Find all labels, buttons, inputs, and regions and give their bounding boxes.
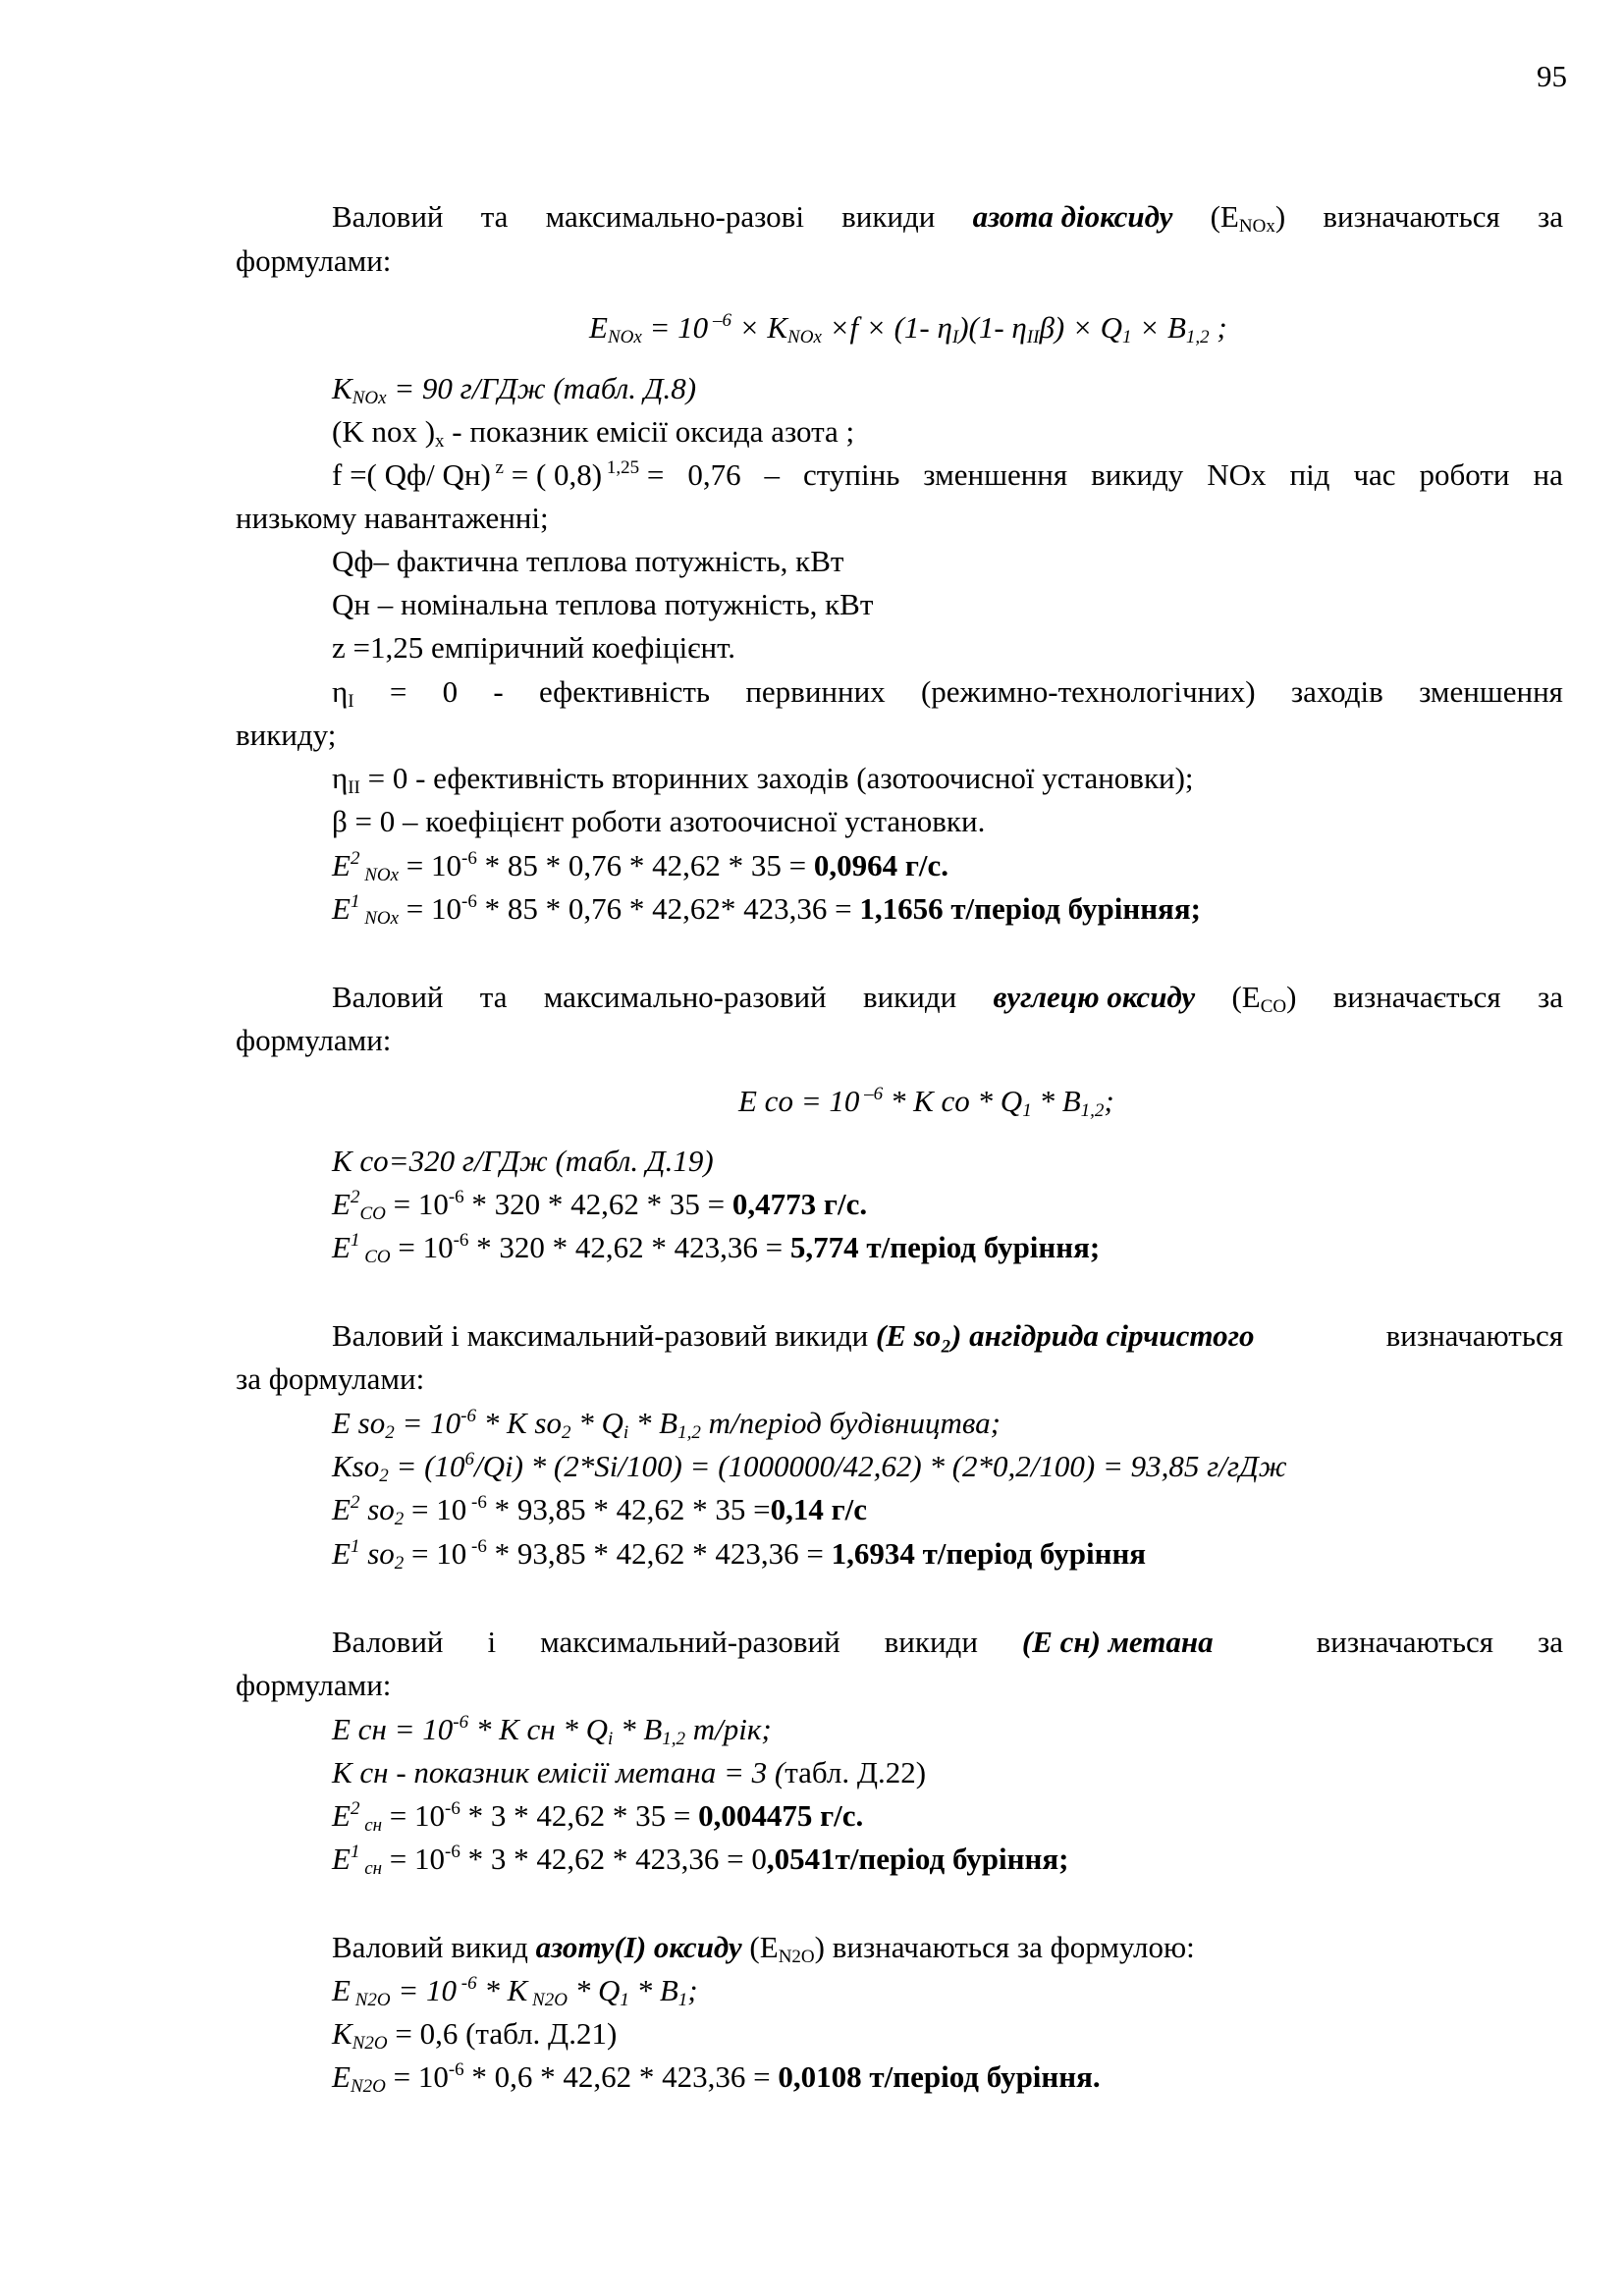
ch-intro-line: Валовий і максимальний-разовий викиди (E cн) метана визначаються за [332,1625,1563,1659]
n2o-e-result: 0,0108 т/період буріння. [778,2059,1101,2094]
n2o-k-line: $K_{N2O} = 0,6$ (табл. Д.21) [332,2016,618,2054]
nox-e2-result: 0,0964 г/с. [813,848,949,882]
n2o-intro-line: Валовий викид азоту(I) оксиду $(E_{N2O})$ визначаються за формулою: [332,1930,1195,1967]
nox-f-line: f =( Qф/ Qн) $^z$ = ( 0,8) $^{1,25}$ = 0,76 – ступінь зменшення викиду NOx під час роботи на [332,457,1563,492]
nox-eta1-line: $\eta_I$ = 0 - ефективність первинних (режимно-технологічних) заходів зменшення [332,674,1563,712]
nox-eta1-line2: викиду; [236,718,337,752]
nox-f-line2: низькому навантаженні; [236,501,549,535]
ch-substance-name: (E cн) метана [1021,1625,1214,1659]
ch-e2-line: $E^2$ $_{cн} = 10^{-6} * 3 * 42,62 * 35 = 0,004475$ г/с. [332,1798,864,1836]
page-number: 95 [1537,59,1567,93]
co-e2-line: $E^2_{CO} = 10^{-6} * 320 * 42,62 * 35 = 0,4773$ г/с. [332,1187,868,1224]
so2-e2-line: $E^2$ $so_2 = 10$ $^{-6}$ * 93,85 * 42,62 * 35 =0,14 г/с [332,1492,868,1529]
nox-z-line: z =1,25 емпіричний коефіцієнт. [332,630,736,665]
nox-k-line: $K_{NOx} = 90$ г/ГДж (табл. Д.8) [332,371,697,408]
so2-e1-line: $E^1$ $so_2 = 10$ $^{-6}$ * 93,85 * 42,62 * 423,36 = 1,6934 т/період буріння [332,1536,1147,1574]
n2o-formula: E $_{N2O}$ = 10 $^{-6}$ * K $_{N2O} * Q_1 * B_1$; [332,1973,698,2010]
co-e1-line: $E^1$ $_{CO} = 10^{-6} * 320 * 42,62 * 423,36 = 5,774$ т/період буріння; [332,1230,1101,1267]
n2o-substance-name: азоту(I) оксиду [535,1930,742,1964]
nox-eta2-line: $\eta_{II} = 0$ - ефективність вторинних заходів (азотоочисної установки); [332,761,1194,798]
co-intro-line: Валовий та максимально-разовий викиди вуглецю оксиду $(E_{CO})$ визначається за [332,980,1563,1017]
ch-k-line: K cн - показник емісії метана = 3 (табл. Д.22) [332,1755,927,1789]
so2-intro-line: Валовий і максимальний-разовий викиди (E so₂) ангідрида сірчистого визначаються [332,1318,1563,1353]
ch-e1-line: $E^1$ $_{cн} = 10^{-6} * 3 * 42,62 * 423,36$ = 0,0541т/період буріння; [332,1842,1069,1879]
nox-e1-result: 1,1656 т/період буріння​я; [859,891,1201,926]
nox-e1-line: $E^1$ $_{NOx} = 10^{-6} * 85 * 0,76 * 42,62*$ 423,36 = 1,1656 т/період буріння​я; [332,891,1201,929]
ch-e2-result: 0,004475 г/с. [698,1798,864,1833]
ch-intro-line2: формулами: [236,1668,392,1702]
so2-formula: E $so_2 = 10^{-6} * K$ $so_2 * Q_i * B_{1,2}$ т/період будівництва; [332,1406,1001,1443]
co-substance-name: вуглецю оксиду [993,980,1196,1014]
so2-k-line: $Kso_2 = (10^6/Qi) * (2*Si/100) = (1000000/42,62) * (2*0,2/100) = 93,85$ г/гДж [332,1449,1287,1486]
nox-intro-line: Валовий та максимально-разові викиди азота діоксиду $(E_{NOx})$ визначаються за [332,199,1563,237]
co-k-line: K co=320 г/ГДж (табл. Д.19) [332,1144,714,1178]
n2o-e-line: $E_{N2O} = 10^{-6} * 0,6 * 42,62 * 423,36 = 0,0108$ т/період буріння. [332,2059,1101,2097]
so2-substance-name: (E so₂) ангідрида сірчистого [875,1318,1255,1353]
so2-e1-result: 1,6934 т/період буріння [831,1536,1147,1571]
nox-beta-line: β = 0 – коефіцієнт роботи азотоочисної установки. [332,804,986,838]
nox-e2-line: $E^2$ $_{NOx} = 10^{-6} * 85 * 0,76 * 42,62 * 35 = 0,0964$ г/с. [332,848,949,885]
co-formula: E co = 10 $^{-6}$ * K co * $Q_1 * B_{1,2}$; [738,1084,1114,1121]
co-e1-result: 5,774 т/період буріння; [789,1230,1101,1264]
nox-substance-name: азота діоксиду [972,199,1173,234]
nox-qf-line: Qф– фактична теплова потужність, кВт [332,544,844,578]
nox-qn-line: Qн – номінальна теплова потужність, кВт [332,587,874,621]
so2-intro-line2: за формулами: [236,1362,425,1396]
co-e2-result: 0,4773 г/с. [731,1187,868,1221]
nox-formula: $E_{NOx} = 10$ $^{-6} \times K_{NOx} \times f \times (1-$ $\eta_I)(1-$ $\eta_{II}\beta) \times Q_1 \times B_{1,2}$ ; [589,310,1227,347]
so2-e2-result: 0,14 г/с [770,1492,868,1526]
ch-e1-result: ,0541т/період буріння; [766,1842,1069,1876]
nox-knox-line: (K nox )$_x$ - показник емісії оксида азота ; [332,414,855,452]
nox-intro-line2: формулами: [236,243,392,278]
co-intro-line2: формулами: [236,1023,392,1057]
ch-formula: E cн = $10^{-6}$ * K cн * $Q_i * B_{1,2}$ т/рік; [332,1712,772,1749]
